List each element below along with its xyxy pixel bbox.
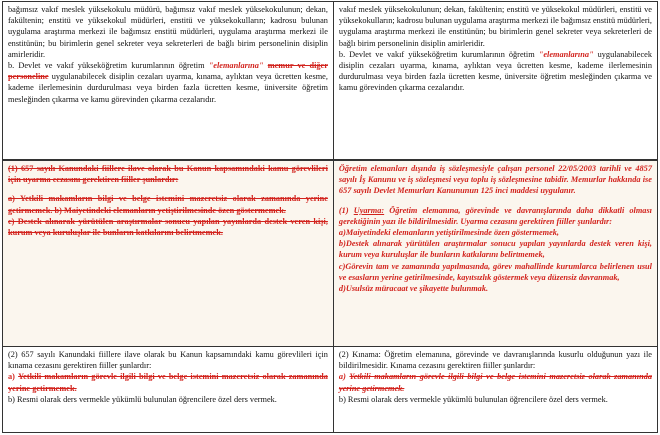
row2-right-item-c: c)Görevin tam ve zamanında yapılmasında, görev mahallinde kurumlarca belirlenen usul ve esasların yerine getirilmesinde, kayıtsızlık göstermek veya düzensiz davranmak, <box>338 261 652 282</box>
row2-right-p2-num: (1) <box>338 205 349 215</box>
row2-left-p2: a) Yetkili makamların bilgi ve belge istemini mazeretsiz olarak zamanında yerine getirmemek. b) Maiyetindeki elemanların yetiştirilmesinde özen göstermemek. <box>8 194 328 215</box>
row2-right-p2-text: Öğretim elemanına, görevinde ve davranışlarında daha dikkatli olması gerektiğinin yazı ile bildirilmesidir. Uyarma cezasını gerektiren fiiller şunlardır: <box>338 205 652 226</box>
table-row-2 <box>3 159 657 346</box>
row1-left-intro: bağımsız vakıf meslek yüksekokulu müdürü, bağımsız vakıf meslek yüksekokulunun; dekan, fakültenin; enstitü ve yüksekokul müdürleri, enstitü ve yüksekokulların; kadrosu bulunan uygulama araştırma merkezi ile bağımsız enstitü müdürleri, uygulama araştırma merkezi ile enstitünün; bu birimlerin genel sekreter veya sekreterleri de bağlı birim personelinin disiplin amirleridir. <box>8 5 328 59</box>
row3-left-a-prefix: a) <box>8 372 15 382</box>
row1-left-item-b <box>8 60 328 105</box>
table-row-1 <box>3 2 657 159</box>
row3-left-item-b: b) Resmi olarak ders vermekle yükümlü bulunulan öğrencilere özel ders vermek. <box>8 394 277 404</box>
row2-right-p1: Öğretim elemanları dışında iş sözleşmesiyle çalışan personel 22/05/2003 tarihli ve 4857 sayılı İş Kanunu ve iş sözleşmesi veya toplu iş sözleşmesine tabidir. Memurlar hakkında ise 657 sayılı Devlet Memurları Kanununun 125 inci maddesi uygulanır. <box>338 164 652 196</box>
row3-left-cell <box>3 347 334 432</box>
row2-right-p2-label: Uyarma: <box>353 205 385 215</box>
row1-left-b-part2: uygulanabilecek disiplin cezaları uyarma, kınama, aylıktan veya ücretten kesme, kademe ilerlemesinin durdurulması veya birden fazla ücretten kesme, üniversite öğretim mesleğinden çıkarma ve kamu görevinden çıkarma cezalarıdır. <box>8 72 328 104</box>
row2-right-item-d: d)Usulsüz müracaat ve şikayette bulunmak. <box>338 284 489 294</box>
row2-left-cell <box>3 161 334 346</box>
row1-right-b-part2: uygulanabilecek disiplin cezaları uyarma, kınama, aylıktan veya ücretten kesme, kademe ilerlemesinin durdurulması veya birden fazla ücretten kesme, üniversite öğretim mesleğinden çıkarma ve kamu görevinden çıkarma cezalarıdır. <box>338 49 652 93</box>
row1-left-b-added: "elemanlarına" <box>208 61 264 71</box>
row1-right-b-added: "elemanlarına" <box>538 49 594 59</box>
row2-right-item-a: a)Maiyetindeki elemanların yetiştirilmesinde özen göstermemek, <box>338 228 560 238</box>
spacer <box>339 197 652 205</box>
row1-right-cell <box>334 2 657 159</box>
row2-right-p2 <box>339 205 652 227</box>
row2-left-p1: (1) 657 sayılı Kanundaki fiillere ilave olarak bu Kanun kapsamındaki kamu görevlileri için uyarma cezasını gerektiren fiiller şunlardır: <box>8 164 328 185</box>
row1-left-b-part1: b. Devlet ve vakıf yükseköğretim kurumlarının öğretim <box>8 61 205 71</box>
row3-right-item-b: b) Resmi olarak ders vermekle yükümlü bulunulan öğrencilere özel ders vermek. <box>338 394 608 404</box>
row3-right-item-a <box>339 371 652 393</box>
row2-left-p3: c) Destek alınarak yürütülen araştırmalar sonucu yapılan yayınlarda destek veren kişi, kurum veya kuruluşlar ile bunların katkılarını belirtmemek. <box>8 216 328 238</box>
row3-right-a-deleted: Yetkili makamların görevle ilgili bilgi ve belge istemini mazeretsiz olarak zamanında yerine getirmemek. <box>338 372 652 393</box>
row3-left-p1: (2) 657 sayılı Kanundaki fiillere ilave olarak bu Kanun kapsamındaki kamu görevlileri için kınama cezasını gerektiren fiiller şunlardır: <box>8 350 328 371</box>
row1-left-b-deleted: memur ve diğer personeline <box>8 61 328 82</box>
row1-right-b-part1: b. Devlet ve vakıf yükseköğretim kurumlarının öğretim <box>338 49 535 59</box>
row1-left-cell <box>3 2 334 159</box>
row1-right-item-b <box>339 49 652 94</box>
spacer <box>8 185 328 193</box>
row3-right-p1: (2) Kınama: Öğretim elemanına, görevinde ve davranışlarında kusurlu olduğunun yazı ile bildirilmesidir. Kınama cezasını gerektiren fiiller şunlardır: <box>338 350 652 371</box>
row3-left-item-a <box>8 371 328 393</box>
comparison-table <box>2 1 658 433</box>
row3-right-a-prefix: a) <box>338 372 346 382</box>
row2-right-item-b: b)Destek alınarak yürütülen araştırmalar sonucu yapılan yayınlarda destek veren kişi, kurum veya kuruluşlar ile bunların katkılarını belirtmemek, <box>338 239 652 260</box>
row3-left-a-deleted: Yetkili makamların görevle ilgili bilgi ve belge istemini mazeretsiz olarak zamanında yerine getirmemek. <box>8 372 328 393</box>
row1-right-intro: vakıf meslek yüksekokulunun; dekan, fakültenin; enstitü ve yüksekokul müdürleri, enstitü ve yüksekokulların; kadrosu bulunan uygulama araştırma merkezi ile bağımsız enstitü müdürleri, uygulama araştırma merkezi ile enstitünün; bu birimlerin genel sekreter veya sekreterleri de bağlı birim personelinin disiplin amirleridir. <box>338 5 652 48</box>
row3-right-cell <box>334 347 657 432</box>
table-row-3 <box>3 346 657 432</box>
row2-right-cell <box>334 161 657 346</box>
